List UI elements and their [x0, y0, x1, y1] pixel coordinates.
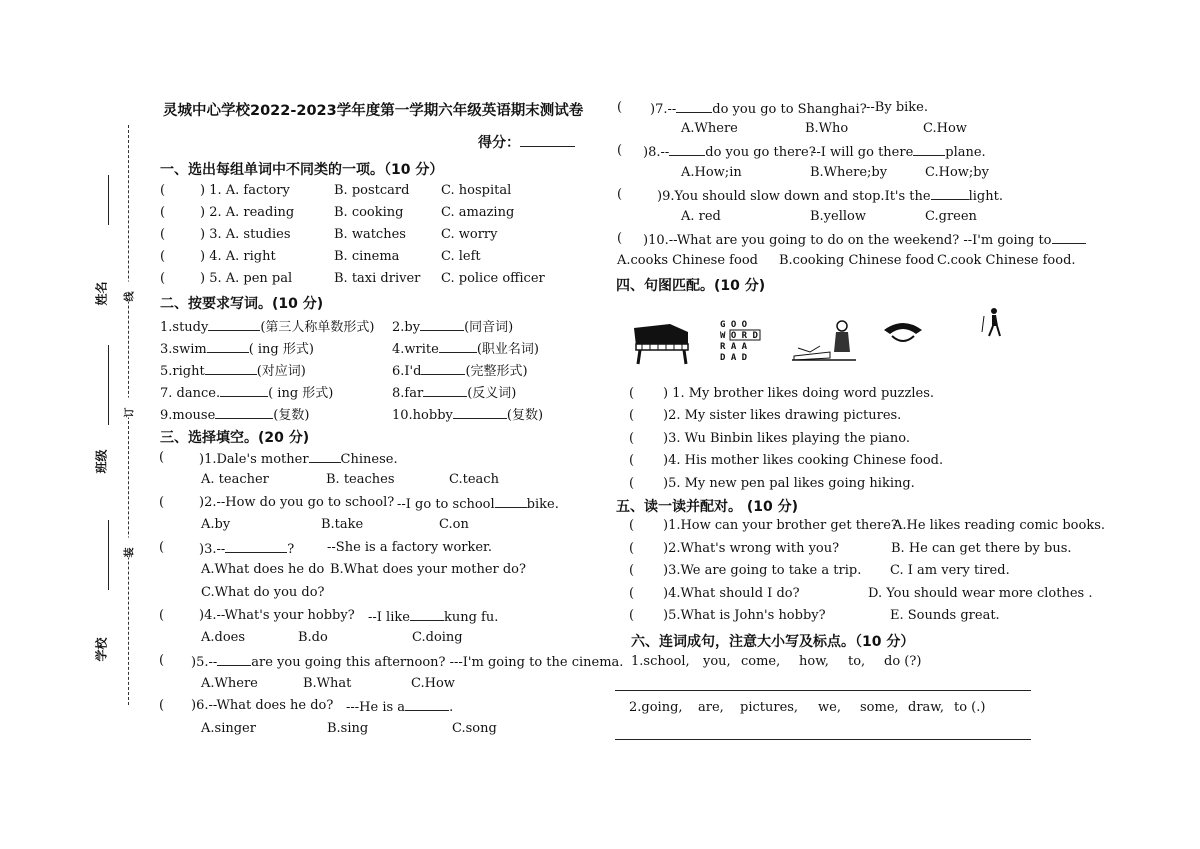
write-word-8: 8.far (反义词) [392, 386, 517, 401]
q4-option-c[interactable]: C.doing [412, 630, 463, 645]
name-line [108, 175, 109, 225]
q1-4-paren[interactable]: ( [160, 249, 166, 264]
class-line [108, 345, 109, 425]
q9-option-a[interactable]: A. red [681, 209, 721, 224]
q3-stem: )3.-- ? [199, 542, 295, 557]
pair-2-paren[interactable]: ( [629, 540, 635, 556]
q6-stem-2: ---He is a . [346, 700, 454, 715]
q9-option-b[interactable]: B.yellow [810, 209, 866, 224]
q8-option-b[interactable]: B.Where;by [810, 165, 888, 180]
svg-text:G O O: G O O [720, 320, 748, 330]
class-label: 班级 [94, 449, 109, 474]
q6-stem: )6.--What does he do? [191, 698, 334, 713]
q1-option-c[interactable]: C.teach [449, 472, 499, 487]
q4-stem: )4.--What's your hobby? [199, 608, 355, 623]
name-label: 姓名 [94, 281, 109, 306]
q1-2-option-b[interactable]: B. cooking [334, 205, 404, 220]
q7-option-a[interactable]: A.Where [681, 121, 738, 136]
pair-1-paren[interactable]: ( [629, 518, 635, 533]
q10-option-c[interactable]: C.cook Chinese food. [937, 253, 1076, 268]
write-blank-8[interactable] [423, 384, 467, 397]
sentence-1-word-4: how, [799, 654, 829, 669]
write-blank-5[interactable] [205, 362, 257, 375]
q1-paren[interactable]: ( [159, 450, 165, 465]
q10-blank[interactable] [1052, 231, 1086, 244]
match-pic-2-paren[interactable]: ( [629, 408, 635, 424]
q6-paren[interactable]: ( [159, 698, 165, 713]
q1-4-option-c[interactable]: C. left [441, 249, 481, 264]
write-blank-9[interactable] [215, 406, 273, 419]
q1-1-option-c[interactable]: C. hospital [441, 183, 512, 198]
q3-blank[interactable] [225, 540, 287, 553]
q1-blank[interactable] [309, 450, 341, 463]
pair-question-2: )2.What's wrong with you? [663, 540, 840, 556]
write-word-1: 1.study (第三人称单数形式) [160, 320, 375, 335]
q1-3-paren[interactable]: ( [160, 227, 166, 242]
q1-4-option-a[interactable]: ) 4. A. right [200, 249, 276, 264]
sentence-1-word-3: come, [741, 654, 781, 669]
q3-option-a[interactable]: A.What does he do [201, 562, 325, 577]
q8-option-a[interactable]: A.How;in [681, 165, 742, 180]
q1-3-option-b[interactable]: B. watches [334, 227, 406, 242]
q8-blank-2[interactable] [913, 143, 945, 156]
page-title: 灵城中心学校2022-2023学年度第一学期六年级英语期末测试卷 [163, 103, 584, 119]
answer-line-2[interactable] [615, 739, 1031, 740]
q1-5-option-c[interactable]: C. police officer [441, 271, 545, 286]
write-word-5: 5.right (对应词) [160, 364, 306, 379]
q10-paren[interactable]: ( [617, 231, 623, 246]
write-word-9: 9.mouse (复数) [160, 408, 310, 423]
match-pic-sentence-1: ) 1. My brother likes doing word puzzles. [663, 386, 935, 401]
pair-3-paren[interactable]: ( [629, 563, 635, 579]
cooking-icon [882, 318, 924, 348]
match-pic-3-paren[interactable]: ( [629, 430, 635, 446]
sentence-2-word-5: some, [860, 700, 899, 715]
pair-answer-5: E. Sounds great. [890, 608, 1000, 624]
section-4-heading: 四、句图匹配。(10 分) [616, 278, 766, 294]
q8-paren[interactable]: ( [617, 143, 623, 158]
q3-stem-2: --She is a factory worker. [327, 540, 492, 555]
q1-3-option-a[interactable]: ) 3. A. studies [200, 227, 291, 242]
q2-blank[interactable] [495, 495, 527, 508]
write-blank-10[interactable] [453, 406, 507, 419]
q10-stem: )10.--What are you going to do on the weekend? --I'm going to [643, 231, 1086, 248]
write-word-6: 6.I'd (完整形式) [392, 364, 528, 379]
match-pic-5-paren[interactable]: ( [629, 475, 635, 491]
school-line [108, 520, 109, 590]
q1-option-b[interactable]: B. teaches [326, 472, 395, 487]
q1-stem: )1.Dale's mother Chinese. [199, 452, 398, 467]
q2-option-c[interactable]: C.on [439, 517, 469, 532]
q9-paren[interactable]: ( [617, 187, 623, 202]
section-2-heading: 二、按要求写词。(10 分) [160, 296, 324, 312]
section-3-heading: 三、选择填空。(20 分) [160, 430, 310, 446]
section-1-heading: 一、选出每组单词中不同类的一项。（10 分） [160, 162, 444, 178]
q1-1-paren[interactable]: ( [160, 183, 166, 198]
write-blank-1[interactable] [208, 318, 260, 331]
section-5-heading: 五、读一读并配对。 (10 分) [616, 499, 799, 515]
q7-option-c[interactable]: C.How [923, 121, 967, 136]
match-pic-sentence-2: )2. My sister likes drawing pictures. [663, 408, 902, 424]
write-blank-7[interactable] [220, 384, 268, 397]
pair-answer-1: A.He likes reading comic books. [893, 518, 1105, 533]
hiking-icon [980, 306, 1006, 338]
q5-option-a[interactable]: A.Where [201, 676, 258, 691]
answer-line-1[interactable] [615, 690, 1031, 691]
q3-option-c[interactable]: C.What do you do? [201, 585, 325, 600]
sentence-1-word-5: to, [848, 654, 866, 669]
q6-option-c[interactable]: C.song [452, 721, 497, 736]
write-word-2: 2.by (同音词) [392, 320, 514, 335]
match-pic-sentence-3: )3. Wu Binbin likes playing the piano. [663, 430, 911, 446]
q1-2-option-c[interactable]: C. amazing [441, 205, 515, 220]
seal-char-3: 装 [121, 538, 136, 558]
q4-option-b[interactable]: B.do [298, 630, 328, 645]
pair-answer-3: C. I am very tired. [890, 563, 1010, 579]
q2-paren[interactable]: ( [159, 495, 165, 510]
q8-option-c[interactable]: C.How;by [925, 165, 989, 180]
q8-stem-2: --I will go there plane. [812, 145, 986, 160]
q1-1-option-a[interactable]: ) 1. A. factory [200, 183, 290, 198]
svg-text:R A A: R A A [720, 342, 748, 352]
score-blank[interactable] [520, 134, 575, 147]
q5-option-c[interactable]: C.How [411, 676, 455, 691]
svg-text:D A D: D A D [720, 353, 748, 362]
q1-3-option-c[interactable]: C. worry [441, 227, 498, 242]
q7-paren[interactable]: ( [617, 100, 639, 115]
q1-1-option-b[interactable]: B. postcard [334, 183, 410, 198]
q7-stem: )7.-- do you go to Shanghai? [650, 102, 867, 117]
q1-2-paren[interactable]: ( [160, 205, 166, 220]
sentence-1-word-1: 1.school, [631, 654, 690, 669]
score-label: 得分： [478, 132, 575, 152]
piano-icon [630, 318, 692, 368]
q8-stem: )8.-- do you go there? [643, 145, 816, 160]
q1-5-option-b[interactable]: B. taxi driver [334, 271, 421, 286]
write-word-4: 4.write (职业名词) [392, 342, 539, 357]
q7-option-b[interactable]: B.Who [805, 121, 849, 136]
write-blank-6[interactable] [421, 362, 465, 375]
q1-4-option-b[interactable]: B. cinema [334, 249, 400, 264]
q10-option-a[interactable]: A.cooks Chinese food [617, 253, 758, 268]
word-puzzle-icon [718, 318, 770, 362]
section-6-heading: 六、连词成句，注意大小写及标点。（10 分） [631, 634, 915, 650]
pair-question-1: )1.How can your brother get there? [663, 518, 898, 533]
q4-option-a[interactable]: A.does [201, 630, 246, 645]
pair-question-5: )5.What is John's hobby? [663, 608, 826, 624]
seal-char-1: 线 [121, 282, 136, 302]
sentence-2-word-1: 2.going, [629, 700, 683, 715]
pair-question-4: )4.What should I do? [663, 585, 800, 601]
sentence-2-word-2: are, [698, 700, 724, 715]
q6-option-b[interactable]: B.sing [327, 721, 369, 736]
q4-blank[interactable] [410, 608, 444, 621]
svg-text:W O R D: W O R D [720, 331, 758, 341]
write-word-7: 7. dance. ( ing 形式) [160, 386, 334, 401]
sentence-2-word-3: pictures, [740, 700, 799, 715]
sentence-2-word-6: draw, [908, 700, 945, 715]
match-pic-sentence-4: )4. His mother likes cooking Chinese food. [663, 453, 944, 469]
drawing-icon [790, 318, 860, 362]
match-pic-1-paren[interactable]: ( [629, 386, 635, 401]
q4-paren[interactable]: ( [159, 608, 165, 623]
match-pic-4-paren[interactable]: ( [629, 453, 635, 469]
q1-5-option-a[interactable]: ) 5. A. pen pal [200, 271, 293, 286]
q1-option-a[interactable]: A. teacher [201, 472, 269, 487]
q2-stem-2: --I go to school bike. [397, 497, 559, 512]
q3-option-b[interactable]: B.What does your mother do? [330, 562, 526, 577]
q6-option-a[interactable]: A.singer [201, 721, 256, 736]
pair-4-paren[interactable]: ( [629, 585, 635, 601]
sentence-2-word-7: to (.) [954, 700, 986, 715]
pair-5-paren[interactable]: ( [629, 608, 635, 624]
q7-stem-2: --By bike. [866, 100, 928, 115]
pair-answer-4: D. You should wear more clothes . [868, 585, 1093, 601]
pair-question-3: )3.We are going to take a trip. [663, 563, 862, 579]
q9-stem: )9.You should slow down and stop.It's the light. [657, 189, 1003, 204]
q6-blank[interactable] [405, 698, 449, 711]
pair-answer-2: B. He can get there by bus. [891, 540, 1072, 556]
sentence-1-word-2: you, [703, 654, 731, 669]
write-word-3: 3.swim ( ing 形式) [160, 342, 314, 357]
q10-option-b[interactable]: B.cooking Chinese food [779, 253, 935, 268]
q5-option-b[interactable]: B.What [303, 676, 352, 691]
q5-blank[interactable] [217, 653, 251, 666]
seal-char-2: 订 [121, 398, 136, 418]
sentence-2-word-4: we, [818, 700, 841, 715]
q4-stem-2: --I like kung fu. [368, 610, 499, 625]
q2-stem: )2.--How do you go to school? [199, 495, 395, 510]
q5-paren[interactable]: ( [159, 653, 165, 668]
q7-blank[interactable] [676, 100, 712, 113]
school-label: 学校 [94, 637, 109, 662]
q8-blank-1[interactable] [669, 143, 705, 156]
q1-2-option-a[interactable]: ) 2. A. reading [200, 205, 295, 220]
q2-option-a[interactable]: A.by [201, 517, 231, 532]
write-blank-2[interactable] [420, 318, 464, 331]
write-blank-3[interactable] [207, 340, 249, 353]
write-word-10: 10.hobby (复数) [392, 408, 544, 423]
q9-blank[interactable] [931, 187, 969, 200]
sentence-1-word-6: do (?) [884, 654, 922, 669]
q2-option-b[interactable]: B.take [321, 517, 364, 532]
q9-option-c[interactable]: C.green [925, 209, 977, 224]
q1-5-paren[interactable]: ( [160, 271, 166, 286]
write-blank-4[interactable] [439, 340, 477, 353]
q5-stem: )5.-- are you going this afternoon? ---I'm going to the cinema. [191, 655, 624, 670]
q3-paren[interactable]: ( [159, 540, 165, 555]
match-pic-sentence-5: )5. My new pen pal likes going hiking. [663, 475, 915, 491]
